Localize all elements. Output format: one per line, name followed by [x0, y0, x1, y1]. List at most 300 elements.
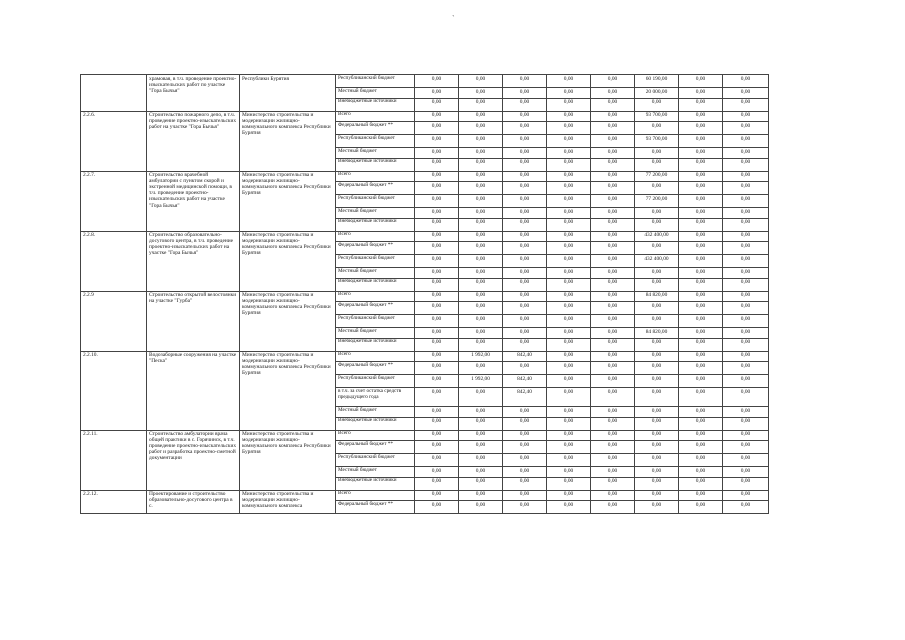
- amount-cell: 0,00: [591, 158, 635, 171]
- table-row: [81, 430, 769, 441]
- amount-cell: 0,00: [591, 148, 635, 159]
- amount-cell: 432 400,00: [635, 255, 679, 268]
- funding-source: Местный бюджет: [336, 148, 415, 159]
- amount-cell: 0,00: [679, 501, 723, 514]
- amount-cell: 0,00: [503, 171, 547, 182]
- amount-cell: 1 992,00: [459, 375, 503, 388]
- amount-cell: 0,00: [415, 75, 459, 88]
- amount-cell: 0,00: [503, 122, 547, 135]
- amount-cell: 0,00: [459, 417, 503, 430]
- amount-cell: 0,00: [547, 454, 591, 467]
- amount-cell: 0,00: [459, 98, 503, 111]
- amount-cell: 0,00: [679, 467, 723, 478]
- amount-cell: 0,00: [591, 501, 635, 514]
- funding-source: Внебюджетные источники: [336, 98, 415, 111]
- amount-cell: 0,00: [415, 278, 459, 291]
- amount-cell: 0,00: [635, 430, 679, 441]
- funding-source: Федеральный бюджет **: [336, 302, 415, 315]
- funding-source: Федеральный бюджет **: [336, 501, 415, 514]
- project-name: Строительство образовательно-досугового центра, в т.ч. проведение проектно-изыскательских работ на участке "Гора Бычья": [147, 231, 240, 291]
- amount-cell: 0,00: [415, 291, 459, 302]
- amount-cell: 0,00: [503, 278, 547, 291]
- amount-cell: 0,00: [635, 477, 679, 490]
- amount-cell: 0,00: [415, 255, 459, 268]
- amount-cell: 0,00: [459, 315, 503, 328]
- amount-cell: 0,00: [635, 467, 679, 478]
- amount-cell: 0,00: [679, 208, 723, 219]
- amount-cell: 0,00: [635, 158, 679, 171]
- amount-cell: 0,00: [459, 407, 503, 418]
- amount-cell: 0,00: [635, 278, 679, 291]
- amount-cell: 0,00: [503, 111, 547, 122]
- funding-source: Республиканский бюджет: [336, 315, 415, 328]
- amount-cell: 0,00: [591, 388, 635, 407]
- project-name: Водозаборные сооружения на участке "Песка": [147, 351, 240, 430]
- amount-cell: 0,00: [723, 122, 769, 135]
- funding-source: Республиканский бюджет: [336, 75, 415, 88]
- amount-cell: 0,00: [459, 490, 503, 501]
- amount-cell: 0,00: [415, 477, 459, 490]
- item-code: 2.2.6.: [81, 111, 147, 171]
- amount-cell: 0,00: [415, 88, 459, 99]
- amount-cell: 0,00: [723, 388, 769, 407]
- amount-cell: 0,00: [635, 218, 679, 231]
- amount-cell: 0,00: [591, 218, 635, 231]
- amount-cell: 0,00: [503, 454, 547, 467]
- amount-cell: 0,00: [415, 302, 459, 315]
- amount-cell: 0,00: [591, 430, 635, 441]
- amount-cell: 0,00: [503, 218, 547, 231]
- amount-cell: 0,00: [591, 231, 635, 242]
- amount-cell: 0,00: [591, 315, 635, 328]
- amount-cell: 0,00: [503, 88, 547, 99]
- amount-cell: 0,00: [415, 171, 459, 182]
- amount-cell: 0,00: [503, 430, 547, 441]
- table-row: [81, 490, 769, 501]
- amount-cell: 0,00: [415, 490, 459, 501]
- amount-cell: 0,00: [679, 328, 723, 339]
- amount-cell: 0,00: [591, 490, 635, 501]
- amount-cell: 0,00: [459, 338, 503, 351]
- funding-source: Всего: [336, 231, 415, 242]
- table-row: [81, 75, 769, 88]
- amount-cell: 0,00: [591, 291, 635, 302]
- funding-source: Местный бюджет: [336, 208, 415, 219]
- amount-cell: 0,00: [503, 362, 547, 375]
- amount-cell: 0,00: [547, 208, 591, 219]
- amount-cell: 0,00: [679, 242, 723, 255]
- project-name: Строительство врачебной амбулатории с пунктом скорой и экстренной медицинской помощи, в т.ч. проведение проектно-изыскательских работ на участке "Гора Бычья": [147, 171, 240, 231]
- amount-cell: 0,00: [459, 278, 503, 291]
- amount-cell: 0,00: [591, 255, 635, 268]
- amount-cell: 0,00: [723, 268, 769, 279]
- amount-cell: 0,00: [591, 171, 635, 182]
- amount-cell: 0,00: [591, 477, 635, 490]
- table-row: [81, 111, 769, 122]
- table-row: [81, 351, 769, 362]
- amount-cell: 0,00: [591, 407, 635, 418]
- amount-cell: 0,00: [415, 362, 459, 375]
- project-name: Строительство амбулатории врача общей практики в с. Горячинск, в т.ч. проведение проектно-изыскательских работ и разработка проектно-сметной документации: [147, 430, 240, 490]
- amount-cell: 0,00: [503, 315, 547, 328]
- amount-cell: 0,00: [547, 98, 591, 111]
- amount-cell: 0,00: [635, 98, 679, 111]
- amount-cell: 0,00: [503, 208, 547, 219]
- table-row: [81, 171, 769, 182]
- amount-cell: 0,00: [679, 75, 723, 88]
- amount-cell: 0,00: [503, 417, 547, 430]
- project-name: Строительство пожарного депо, в т.ч. проведение проектно-изыскательских работ на участке "Гора Бычья": [147, 111, 240, 171]
- amount-cell: 0,00: [679, 441, 723, 454]
- amount-cell: 0,00: [679, 315, 723, 328]
- amount-cell: 0,00: [547, 441, 591, 454]
- amount-cell: 432 400,00: [635, 231, 679, 242]
- amount-cell: 0,00: [459, 328, 503, 339]
- amount-cell: 0,00: [547, 351, 591, 362]
- amount-cell: 0,00: [459, 231, 503, 242]
- amount-cell: 0,00: [547, 242, 591, 255]
- amount-cell: 0,00: [503, 291, 547, 302]
- funding-source: Внебюджетные источники: [336, 477, 415, 490]
- funding-source: Федеральный бюджет **: [336, 182, 415, 195]
- amount-cell: 0,00: [591, 182, 635, 195]
- amount-cell: 0,00: [547, 88, 591, 99]
- amount-cell: 0,00: [679, 278, 723, 291]
- amount-cell: 0,00: [723, 467, 769, 478]
- amount-cell: 0,00: [503, 490, 547, 501]
- funding-source: Всего: [336, 351, 415, 362]
- amount-cell: 0,00: [503, 477, 547, 490]
- amount-cell: 0,00: [679, 195, 723, 208]
- amount-cell: 0,00: [679, 338, 723, 351]
- amount-cell: 0,00: [503, 268, 547, 279]
- funding-source: Федеральный бюджет **: [336, 242, 415, 255]
- funding-source: Республиканский бюджет: [336, 454, 415, 467]
- amount-cell: 0,00: [547, 417, 591, 430]
- amount-cell: 0,00: [723, 255, 769, 268]
- funding-source: Местный бюджет: [336, 88, 415, 99]
- amount-cell: 0,00: [547, 278, 591, 291]
- amount-cell: 0,00: [547, 171, 591, 182]
- responsible-executor: Министерство строительства и модернизации жилищно-коммунального комплекса Республики Бурятия: [240, 111, 336, 171]
- amount-cell: 0,00: [415, 501, 459, 514]
- amount-cell: 0,00: [459, 135, 503, 148]
- item-code: 2.2.12.: [81, 490, 147, 514]
- amount-cell: 0,00: [591, 278, 635, 291]
- funding-source: Местный бюджет: [336, 268, 415, 279]
- amount-cell: 0,00: [635, 268, 679, 279]
- amount-cell: 0,00: [415, 328, 459, 339]
- amount-cell: 0,00: [547, 315, 591, 328]
- amount-cell: 0,00: [591, 195, 635, 208]
- amount-cell: 0,00: [503, 467, 547, 478]
- amount-cell: 0,00: [459, 268, 503, 279]
- amount-cell: 0,00: [547, 362, 591, 375]
- amount-cell: 0,00: [415, 208, 459, 219]
- amount-cell: 0,00: [503, 242, 547, 255]
- amount-cell: 0,00: [459, 182, 503, 195]
- amount-cell: 0,00: [459, 477, 503, 490]
- page-mark: `: [452, 14, 455, 23]
- funding-source: Внебюджетные источники: [336, 158, 415, 171]
- amount-cell: 0,00: [723, 362, 769, 375]
- funding-source: Республиканский бюджет: [336, 255, 415, 268]
- amount-cell: 0,00: [459, 467, 503, 478]
- amount-cell: 0,00: [679, 388, 723, 407]
- amount-cell: 0,00: [591, 302, 635, 315]
- amount-cell: 0,00: [679, 135, 723, 148]
- amount-cell: 0,00: [503, 302, 547, 315]
- amount-cell: 93 700,00: [635, 111, 679, 122]
- amount-cell: 0,00: [679, 268, 723, 279]
- funding-source: Федеральный бюджет **: [336, 441, 415, 454]
- amount-cell: 0,00: [503, 328, 547, 339]
- amount-cell: 0,00: [503, 338, 547, 351]
- amount-cell: 0,00: [547, 477, 591, 490]
- amount-cell: 0,00: [679, 98, 723, 111]
- funding-source: Внебюджетные источники: [336, 417, 415, 430]
- amount-cell: 0,00: [415, 351, 459, 362]
- amount-cell: 0,00: [547, 158, 591, 171]
- amount-cell: 0,00: [415, 135, 459, 148]
- amount-cell: 0,00: [723, 302, 769, 315]
- amount-cell: 0,00: [415, 242, 459, 255]
- amount-cell: 0,00: [635, 122, 679, 135]
- amount-cell: 0,00: [591, 208, 635, 219]
- responsible-executor: Министерство строительства и модернизации жилищно-коммунального комплекса Республики Бурятия: [240, 291, 336, 351]
- amount-cell: 0,00: [459, 302, 503, 315]
- amount-cell: 842,40: [503, 375, 547, 388]
- amount-cell: 0,00: [723, 135, 769, 148]
- funding-source: Федеральный бюджет **: [336, 122, 415, 135]
- amount-cell: 0,00: [547, 218, 591, 231]
- amount-cell: 0,00: [679, 362, 723, 375]
- amount-cell: 0,00: [723, 351, 769, 362]
- amount-cell: 0,00: [503, 98, 547, 111]
- funding-source: Федеральный бюджет **: [336, 362, 415, 375]
- amount-cell: 0,00: [635, 182, 679, 195]
- amount-cell: 0,00: [415, 122, 459, 135]
- funding-source: Республиканский бюджет: [336, 135, 415, 148]
- amount-cell: 0,00: [679, 375, 723, 388]
- amount-cell: 20 000,00: [635, 88, 679, 99]
- amount-cell: 0,00: [547, 75, 591, 88]
- amount-cell: 0,00: [415, 98, 459, 111]
- amount-cell: 0,00: [415, 388, 459, 407]
- amount-cell: 0,00: [679, 122, 723, 135]
- item-code: [81, 75, 147, 112]
- amount-cell: 0,00: [635, 351, 679, 362]
- amount-cell: 77 200,00: [635, 171, 679, 182]
- amount-cell: 0,00: [723, 315, 769, 328]
- amount-cell: 0,00: [591, 441, 635, 454]
- amount-cell: 0,00: [415, 430, 459, 441]
- amount-cell: 0,00: [547, 501, 591, 514]
- amount-cell: 0,00: [723, 158, 769, 171]
- amount-cell: 0,00: [635, 441, 679, 454]
- amount-cell: 0,00: [503, 195, 547, 208]
- amount-cell: 0,00: [679, 255, 723, 268]
- item-code: 2.2.11.: [81, 430, 147, 490]
- responsible-executor: Министерство строительства и модернизации жилищно-коммунального комплекса Республики Бурятия: [240, 351, 336, 430]
- amount-cell: 0,00: [547, 375, 591, 388]
- amount-cell: 0,00: [415, 231, 459, 242]
- funding-source: Внебюджетные источники: [336, 338, 415, 351]
- project-name: храмовая, в т.ч. проведение проектно-изыскательских работ по участке "Гора Бычья": [147, 75, 240, 112]
- funding-source: в т.ч. за счет остатка средств предыдущего года: [336, 388, 415, 407]
- amount-cell: 0,00: [723, 407, 769, 418]
- amount-cell: 0,00: [591, 417, 635, 430]
- amount-cell: 0,00: [635, 242, 679, 255]
- table-row: [81, 291, 769, 302]
- funding-source: Всего: [336, 111, 415, 122]
- funding-source: Всего: [336, 430, 415, 441]
- funding-source: Всего: [336, 291, 415, 302]
- amount-cell: 0,00: [723, 501, 769, 514]
- amount-cell: 0,00: [547, 338, 591, 351]
- amount-cell: 0,00: [591, 467, 635, 478]
- amount-cell: 0,00: [723, 75, 769, 88]
- funding-source: Всего: [336, 171, 415, 182]
- item-code: 2.2.9: [81, 291, 147, 351]
- amount-cell: 0,00: [723, 454, 769, 467]
- amount-cell: 0,00: [547, 430, 591, 441]
- amount-cell: 0,00: [459, 208, 503, 219]
- amount-cell: 0,00: [723, 218, 769, 231]
- amount-cell: 0,00: [547, 231, 591, 242]
- amount-cell: 0,00: [503, 231, 547, 242]
- amount-cell: 0,00: [679, 158, 723, 171]
- item-code: 2.2.10.: [81, 351, 147, 430]
- amount-cell: 0,00: [679, 111, 723, 122]
- amount-cell: 0,00: [415, 407, 459, 418]
- amount-cell: 0,00: [723, 490, 769, 501]
- amount-cell: 0,00: [459, 158, 503, 171]
- amount-cell: 0,00: [459, 218, 503, 231]
- amount-cell: 0,00: [635, 148, 679, 159]
- amount-cell: 0,00: [635, 388, 679, 407]
- amount-cell: 0,00: [547, 490, 591, 501]
- amount-cell: 0,00: [723, 111, 769, 122]
- amount-cell: 0,00: [635, 407, 679, 418]
- amount-cell: 0,00: [415, 268, 459, 279]
- amount-cell: 0,00: [591, 135, 635, 148]
- responsible-executor: Министерство строительства и модернизации жилищно-коммунального комплекса Республики Бурятия: [240, 171, 336, 231]
- amount-cell: 60 190,00: [635, 75, 679, 88]
- amount-cell: 0,00: [547, 255, 591, 268]
- amount-cell: 0,00: [723, 278, 769, 291]
- amount-cell: 0,00: [635, 338, 679, 351]
- amount-cell: 0,00: [635, 208, 679, 219]
- amount-cell: 0,00: [723, 242, 769, 255]
- amount-cell: 0,00: [547, 135, 591, 148]
- amount-cell: 0,00: [547, 291, 591, 302]
- amount-cell: 0,00: [679, 182, 723, 195]
- amount-cell: 0,00: [547, 467, 591, 478]
- amount-cell: 0,00: [415, 195, 459, 208]
- funding-source: Внебюджетные источники: [336, 218, 415, 231]
- amount-cell: 0,00: [415, 417, 459, 430]
- amount-cell: 84 820,00: [635, 328, 679, 339]
- funding-source: Всего: [336, 490, 415, 501]
- amount-cell: 0,00: [679, 302, 723, 315]
- amount-cell: 0,00: [723, 477, 769, 490]
- amount-cell: 0,00: [635, 501, 679, 514]
- amount-cell: 0,00: [547, 195, 591, 208]
- amount-cell: 0,00: [635, 490, 679, 501]
- amount-cell: 0,00: [679, 407, 723, 418]
- amount-cell: 0,00: [547, 111, 591, 122]
- item-code: 2.2.8.: [81, 231, 147, 291]
- amount-cell: 0,00: [459, 75, 503, 88]
- funding-source: Внебюджетные источники: [336, 278, 415, 291]
- amount-cell: 0,00: [459, 122, 503, 135]
- amount-cell: 0,00: [415, 111, 459, 122]
- amount-cell: 0,00: [591, 242, 635, 255]
- amount-cell: 0,00: [723, 338, 769, 351]
- amount-cell: 0,00: [723, 231, 769, 242]
- amount-cell: 0,00: [459, 171, 503, 182]
- funding-source: Местный бюджет: [336, 467, 415, 478]
- amount-cell: 93 700,00: [635, 135, 679, 148]
- amount-cell: 0,00: [723, 98, 769, 111]
- amount-cell: 0,00: [547, 388, 591, 407]
- amount-cell: 0,00: [459, 148, 503, 159]
- amount-cell: 0,00: [679, 291, 723, 302]
- amount-cell: 0,00: [591, 454, 635, 467]
- amount-cell: 0,00: [723, 328, 769, 339]
- amount-cell: 0,00: [459, 501, 503, 514]
- amount-cell: 0,00: [635, 315, 679, 328]
- amount-cell: 0,00: [459, 441, 503, 454]
- amount-cell: 0,00: [459, 362, 503, 375]
- amount-cell: 0,00: [459, 454, 503, 467]
- amount-cell: 0,00: [591, 122, 635, 135]
- amount-cell: 0,00: [723, 375, 769, 388]
- amount-cell: 0,00: [503, 148, 547, 159]
- amount-cell: 0,00: [679, 417, 723, 430]
- amount-cell: 0,00: [459, 291, 503, 302]
- amount-cell: 0,00: [635, 454, 679, 467]
- amount-cell: 0,00: [723, 208, 769, 219]
- amount-cell: 0,00: [723, 182, 769, 195]
- amount-cell: 0,00: [459, 242, 503, 255]
- amount-cell: 0,00: [591, 268, 635, 279]
- item-code: 2.2.7.: [81, 171, 147, 231]
- amount-cell: 0,00: [591, 351, 635, 362]
- amount-cell: 0,00: [459, 255, 503, 268]
- amount-cell: 0,00: [503, 182, 547, 195]
- amount-cell: 0,00: [635, 362, 679, 375]
- amount-cell: 0,00: [723, 148, 769, 159]
- amount-cell: 0,00: [459, 111, 503, 122]
- amount-cell: 0,00: [547, 148, 591, 159]
- amount-cell: 0,00: [503, 135, 547, 148]
- amount-cell: 0,00: [459, 430, 503, 441]
- amount-cell: 842,40: [503, 388, 547, 407]
- amount-cell: 0,00: [723, 171, 769, 182]
- amount-cell: 0,00: [415, 148, 459, 159]
- amount-cell: 842,40: [503, 351, 547, 362]
- responsible-executor: Министерство строительства и модернизации жилищно-коммунального комплекса: [240, 490, 336, 514]
- amount-cell: 0,00: [591, 111, 635, 122]
- amount-cell: 0,00: [635, 417, 679, 430]
- responsible-executor: Министерство строительства и модернизации жилищно-коммунального комплекса Республики Бурятия: [240, 231, 336, 291]
- project-name: Проектирование и строительство образовательно-досугового центра в с.: [147, 490, 240, 514]
- funding-source: Республиканский бюджет: [336, 375, 415, 388]
- amount-cell: 0,00: [591, 328, 635, 339]
- amount-cell: 0,00: [723, 291, 769, 302]
